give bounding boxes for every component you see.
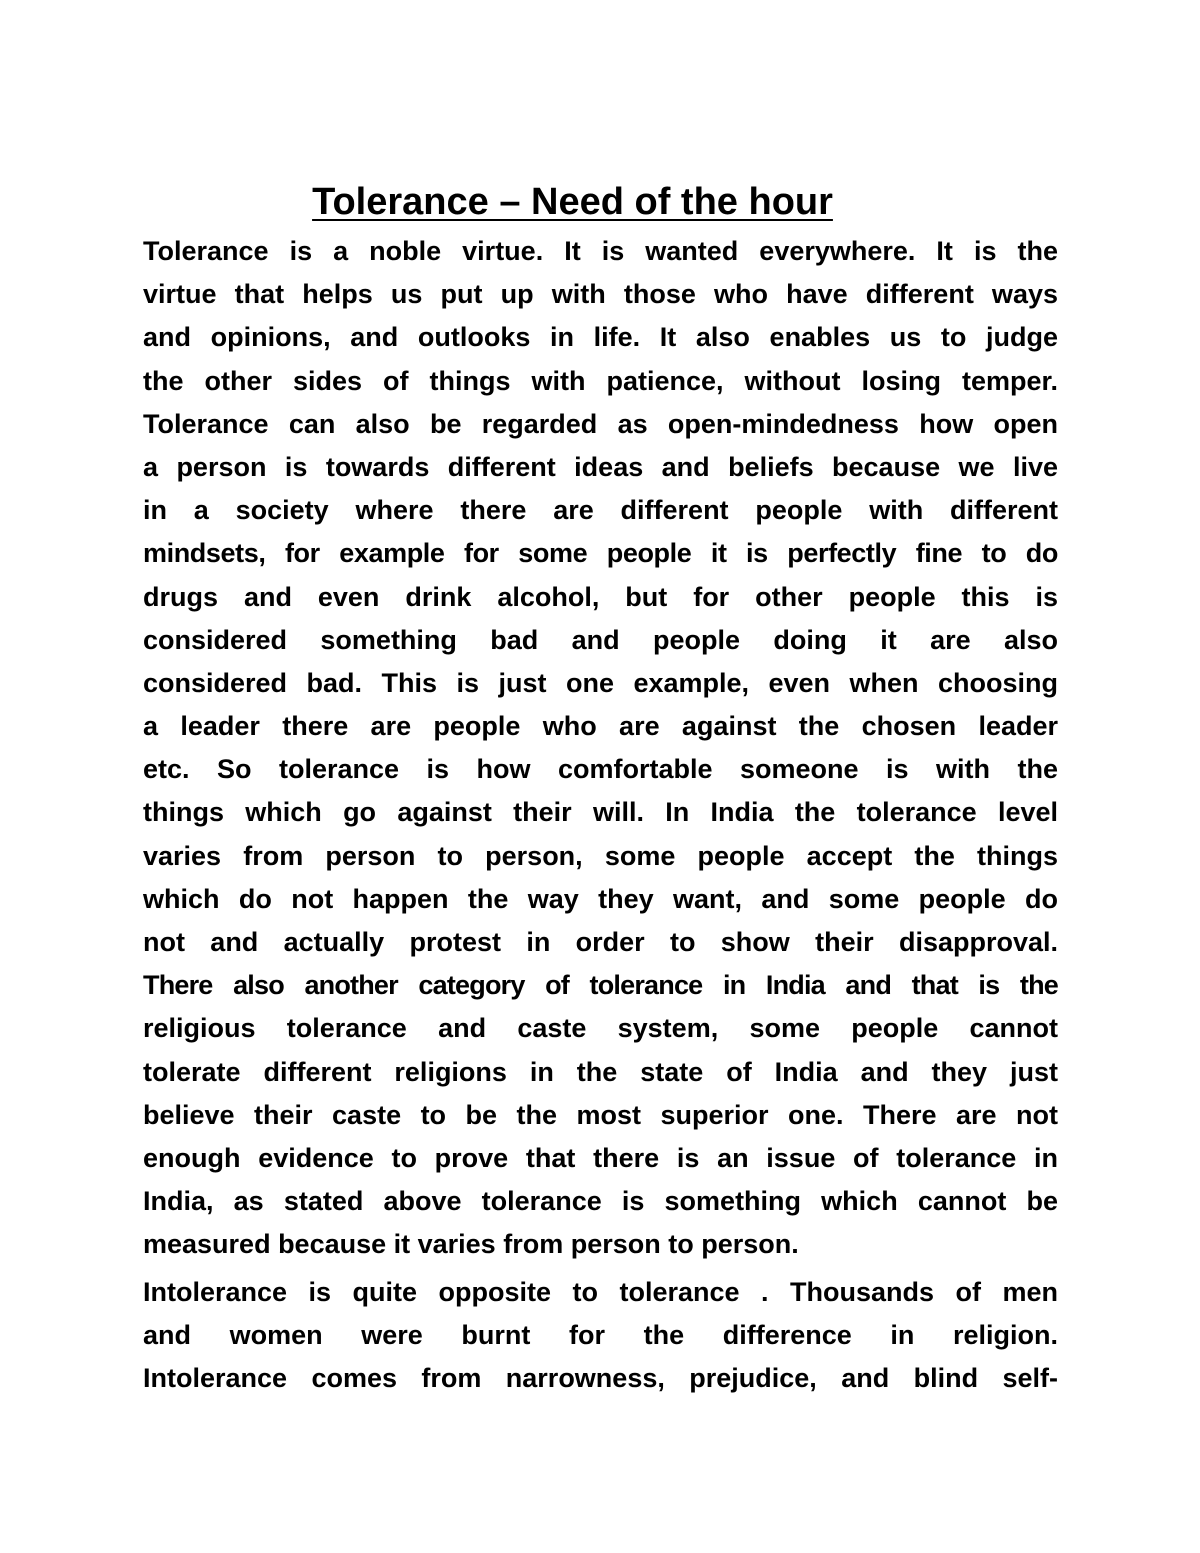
paragraph-line: Intolerance comes from narrowness, prejudice, and blind self- — [143, 1362, 1058, 1393]
paragraph-line: religious tolerance and caste system, some people cannot — [143, 1013, 1058, 1044]
paragraph-line: Intolerance is quite opposite to tolerance . Thousands of men — [143, 1276, 1058, 1307]
paragraph-line: considered bad. This is just one example, even when choosing — [143, 667, 1058, 698]
paragraph-line: the other sides of things with patience, without losing temper. — [143, 365, 1058, 396]
paragraph-line: enough evidence to prove that there is an issue of tolerance in — [143, 1142, 1058, 1173]
paragraph-line: etc. So tolerance is how comfortable someone is with the — [143, 754, 1058, 785]
document-title: Tolerance – Need of the hour — [312, 181, 833, 223]
paragraph-line: a leader there are people who are against the chosen leader — [143, 711, 1058, 742]
paragraph-2 — [143, 1271, 1058, 1401]
paragraph-line: in a society where there are different people with different — [143, 495, 1058, 526]
paragraph-line: India, as stated above tolerance is something which cannot be — [143, 1186, 1058, 1217]
paragraph-line: virtue that helps us put up with those who have different ways — [143, 279, 1058, 310]
paragraph-1 — [143, 230, 1058, 1267]
paragraph-line: which do not happen the way they want, and some people do — [143, 883, 1058, 914]
paragraph-line: considered something bad and people doing it are also — [143, 624, 1058, 655]
paragraph-line: Tolerance can also be regarded as open-mindedness how open — [143, 408, 1058, 439]
paragraph-line: and women were burnt for the difference in religion. — [143, 1319, 1058, 1350]
paragraph-line: There also another category of tolerance in India and that is the — [143, 970, 1058, 1001]
paragraph-line: believe their caste to be the most superior one. There are not — [143, 1099, 1058, 1130]
paragraph-line: drugs and even drink alcohol, but for other people this is — [143, 581, 1058, 612]
paragraph-line: and opinions, and outlooks in life. It also enables us to judge — [143, 322, 1058, 353]
paragraph-line: a person is towards different ideas and beliefs because we live — [143, 451, 1058, 482]
paragraph-line: Tolerance is a noble virtue. It is wanted everywhere. It is the — [143, 236, 1058, 266]
paragraph-line: measured because it varies from person to person. — [143, 1229, 799, 1260]
document-body — [143, 230, 1058, 1400]
paragraph-line: not and actually protest in order to show their disapproval. — [143, 927, 1058, 957]
paragraph-line: varies from person to person, some people accept the things — [143, 840, 1058, 871]
paragraph-line: tolerate different religions in the state of India and they just — [143, 1056, 1058, 1087]
paragraph-line: things which go against their will. In India the tolerance level — [143, 797, 1058, 828]
paragraph-line: mindsets, for example for some people it is perfectly fine to do — [143, 538, 1058, 569]
